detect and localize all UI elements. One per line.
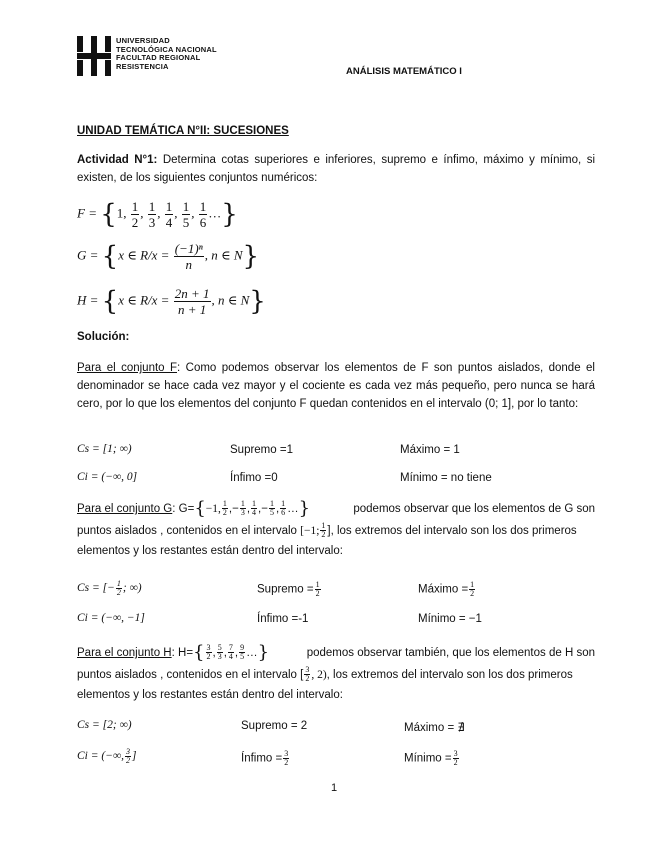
solution-label: Solución:: [77, 331, 130, 343]
h-infimo: Ínfimo = $\frac{3}{2}$: [241, 749, 289, 767]
g-ci: Ci = (−∞, −1]: [77, 612, 145, 624]
set-h-definition: H = {x ∈ R/x = $\frac{2n + 1}{n + 1}$ , n ∈ N}: [77, 286, 266, 317]
activity-text: Determina cotas superiores e inferiores, supremo e ínfimo, máximo y mínimo, si existen, de los siguientes conjuntos numéricos:: [77, 154, 596, 184]
h-explanation: Para el conjunto H: H={ $\frac{3}{2}$ , $\frac{5}{3}$ , $\frac{7}{4}$ , $\frac{9}{5}$ …} podemos observar también, que los elementos de H son puntos aislados , contenidos en el intervalo [ $\frac{3}{2}$ , 2), los extremos del intervalo son los dos primeros elementos y los restantes están dentro del intervalo:: [77, 641, 595, 701]
f-heading: Para el conjunto F: [77, 362, 178, 374]
page-number: 1: [331, 782, 338, 794]
f-text: : Como podemos observar los elementos de F son puntos aislados, donde el denominador se hace cada vez mayor y el cociente es cada vez más pequeño, pero nunca se hará cero, por lo que los elementos del conjunto F quedan contenidos en el intervalo (0; 1], por lo tanto:: [77, 362, 595, 410]
uni-line-1: UNIVERSIDAD: [116, 36, 170, 45]
h-supremo: Supremo = 2: [241, 720, 308, 732]
h-cs: Cs = [2; ∞): [77, 719, 132, 731]
activity-paragraph: [77, 151, 595, 187]
uni-line-2: TECNOLÓGICA NACIONAL: [116, 44, 217, 54]
f-supremo: Supremo =1: [230, 444, 293, 456]
utn-logo-icon: [77, 36, 111, 76]
f-maximo: Máximo = 1: [400, 444, 460, 456]
uni-line-3: FACULTAD REGIONAL: [116, 53, 201, 62]
university-name: [116, 37, 217, 71]
g-cs: Cs = [− $\frac{1}{2}$ ; ∞): [77, 579, 142, 597]
h-minimo: Mínimo = $\frac{3}{2}$: [404, 749, 458, 767]
set-g-definition: G = {x ∈ R/x = $\frac{\text{(−1)ⁿ}}{n}$ , n ∈ N}: [77, 241, 260, 272]
activity-label: Actividad N°1:: [77, 154, 158, 166]
uni-line-4: RESISTENCIA: [116, 61, 169, 71]
g-explanation: Para el conjunto G: G={−1, $\frac{1}{2}$ ,− $\frac{1}{3}$ , $\frac{1}{4}$ ,− $\frac{1}{5}$ , $\frac{1}{6}$ …} podemos observar que los elementos de G son puntos aislados , contenidos en el intervalo [−1; $\frac{1}{2}$ ], los extremos del intervalo son los dos primeros elementos y los restantes están dentro del intervalo:: [77, 497, 595, 557]
g-maximo: Máximo = $\frac{1}{2}$: [418, 580, 475, 598]
utn-logo: [77, 36, 111, 76]
g-infimo: Ínfimo =-1: [257, 613, 309, 625]
f-minimo: Mínimo = no tiene: [400, 472, 492, 484]
unit-title: UNIDAD TEMÁTICA N°II: SUCESIONES: [77, 125, 289, 137]
course-title: ANÁLISIS MATEMÁTICO I: [346, 66, 462, 77]
g-supremo: Supremo = $\frac{1}{2}$: [257, 580, 320, 598]
g-heading: Para el conjunto G: [77, 503, 173, 515]
f-infimo: Ínfimo =0: [230, 472, 278, 484]
h-maximo: Máximo = ∄: [404, 722, 465, 734]
h-heading: Para el conjunto H: [77, 647, 172, 659]
f-cs: Cs = [1; ∞): [77, 443, 132, 455]
h-ci: Ci = (−∞, $\frac{3}{2}$ ]: [77, 747, 137, 765]
f-ci: Ci = (−∞, 0]: [77, 471, 138, 483]
set-f-definition: F = {1, $\frac{1}{2}$ , $\frac{1}{3}$ , $\frac{1}{4}$ , $\frac{1}{5}$ , $\frac{1}{6}$ …}: [77, 199, 238, 230]
g-minimo: Mínimo = −1: [418, 613, 482, 625]
f-explanation: [77, 359, 595, 413]
